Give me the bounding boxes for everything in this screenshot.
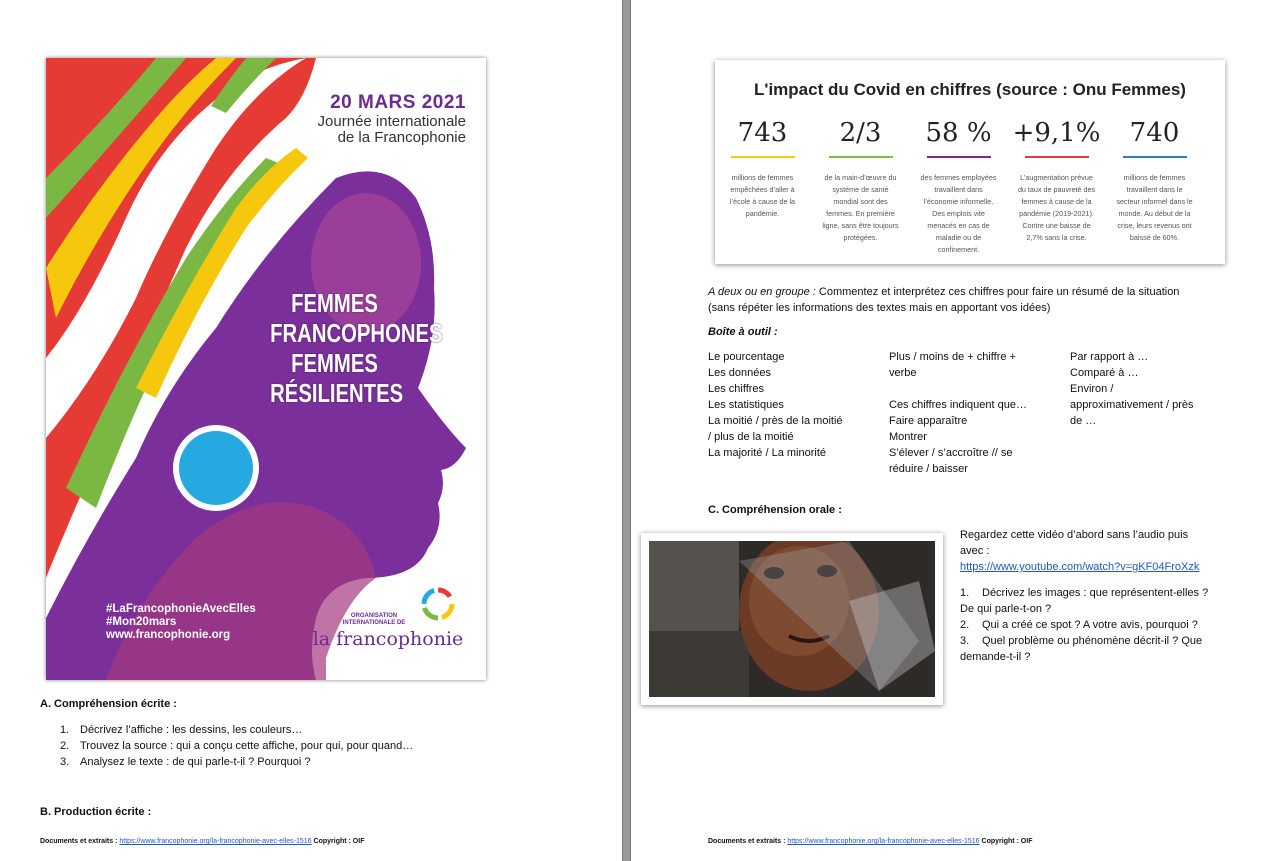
stat-bar xyxy=(829,156,893,158)
poster-headline xyxy=(270,288,443,408)
stat-description: millions de femmes travaillent dans le secteur informel dans le monde. Au début de la crise, leurs revenus ont baissé de 60%. xyxy=(1116,173,1193,242)
stat-number: 743 xyxy=(737,118,788,148)
stat-item xyxy=(1107,118,1202,244)
list-item: 2. Trouvez la source : qui a conçu cette affiche, pour qui, pour quand… xyxy=(60,740,414,752)
footer-prefix: Documents et extraits : xyxy=(708,838,788,845)
section-a-title: A. Compréhension écrite : xyxy=(40,698,177,710)
footer xyxy=(708,838,1032,845)
stat-bar xyxy=(1123,156,1187,158)
poster-event-line2: de la Francophonie xyxy=(337,129,466,146)
footer-link[interactable]: https://www.francophonie.org/la-francophonie-avec-elles-1516 xyxy=(787,838,980,845)
oif-logo-label-line2: INTERNATIONALE DE xyxy=(342,620,406,626)
toolbox-column-2: Plus / moins de + chiffre + verbe Ces chiffres indiquent que… Faire apparaître Montrer S’élever / s’accroître // se réduire / baisser xyxy=(889,351,1027,475)
stat-number: 2/3 xyxy=(839,118,882,148)
group-instruction xyxy=(708,284,1208,316)
video-link[interactable]: https://www.youtube.com/watch?v=gKF04FroXzk xyxy=(960,561,1200,573)
toolbox-column-3: Par rapport à … Comparé à … Environ / approximativement / près de … xyxy=(1070,351,1194,427)
stat-description: de la main-d’œuvre du système de santé mondial sont des femmes. En première ligne, sans être toujours protégées. xyxy=(822,173,899,242)
stat-number: +9,1% xyxy=(1012,118,1101,148)
list-item: 3. Analysez le texte : de qui parle-t-il ? Pourquoi ? xyxy=(60,756,311,768)
poster-tag: #Mon20mars xyxy=(106,616,177,628)
poster-event-title xyxy=(276,114,466,146)
group-instruction-text: Commentez et interprétez ces chiffres pour faire un résumé de la situation xyxy=(815,286,1180,298)
group-instruction-text-2: (sans répéter les informations des textes mais en apportant vos idées) xyxy=(708,302,1051,314)
stat-description: millions de femmes empêchées d’aller à l’école à cause de la pandémie. xyxy=(729,173,796,218)
list-item: 1. Décrivez l’affiche : les dessins, les couleurs… xyxy=(60,724,303,736)
poster-tag: #LaFrancophonieAvecElles xyxy=(106,603,256,615)
video-questions xyxy=(960,585,1230,665)
list-item: 3. Quel problème ou phénomène décrit-il ? Que xyxy=(960,635,1203,647)
list-item-continuation: De qui parle-t-on ? xyxy=(960,603,1052,615)
oif-logo-name: la francophonie xyxy=(312,628,464,650)
list-item: 2. Qui a créé ce spot ? A votre avis, pourquoi ? xyxy=(960,619,1198,631)
footer-copyright: Copyright : OIF xyxy=(311,838,365,845)
footer-link[interactable]: https://www.francophonie.org/la-francophonie-avec-elles-1516 xyxy=(119,838,312,845)
toolbox-column-1: Le pourcentage Les données Les chiffres Les statistiques La moitié / près de la moitié / plus de la moitié La majorité / La minorité xyxy=(708,351,843,459)
stat-description: L’augmentation prévue du taux de pauvreté des femmes à cause de la pandémie (2019-2021). Contre une baisse de 2,7% sans la crise. xyxy=(1017,173,1096,242)
list-item-continuation: demande-t-il ? xyxy=(960,651,1031,663)
footer xyxy=(40,838,364,845)
stat-item xyxy=(715,118,810,220)
section-b-title: B. Production écrite : xyxy=(40,806,152,818)
poster-tag: www.francophonie.org xyxy=(106,629,231,641)
stat-description: des femmes employées travaillent dans l’économie informelle. Des emplois vite menacés en cas de maladie ou de confinement. xyxy=(920,173,997,254)
poster-artwork xyxy=(46,58,486,680)
poster-headline-line: RÉSILIENTES xyxy=(270,378,404,408)
section-c-title: C. Compréhension orale : xyxy=(708,504,842,516)
poster-date: 20 MARS 2021 xyxy=(330,92,466,113)
stat-bar xyxy=(1025,156,1089,158)
stat-item xyxy=(1009,118,1104,244)
oif-logo-label xyxy=(324,613,424,627)
stat-bar xyxy=(731,156,795,158)
poster-event-line1: Journée internationale xyxy=(317,113,466,130)
stats-title: L'impact du Covid en chiffres (source : Onu Femmes) xyxy=(754,80,1186,99)
footer-copyright: Copyright : OIF xyxy=(979,838,1033,845)
video-thumbnail[interactable] xyxy=(641,533,943,705)
stat-bar xyxy=(927,156,991,158)
poster-headline-line: FEMMES xyxy=(291,288,378,318)
toolbox-title: Boîte à outil : xyxy=(708,326,778,338)
group-instruction-label: A deux ou en groupe : xyxy=(708,286,816,298)
page-divider xyxy=(622,0,631,861)
footer-prefix: Documents et extraits : xyxy=(40,838,120,845)
oif-logo-label-line1: ORGANISATION xyxy=(350,613,398,619)
poster-image xyxy=(46,58,486,680)
stat-item xyxy=(813,118,908,244)
poster-hashtags xyxy=(106,603,266,642)
right-page xyxy=(631,0,1275,861)
covid-stats-card xyxy=(715,60,1225,264)
video-still-image xyxy=(649,541,935,697)
list-item: 1. Décrivez les images : que représentent-elles ? xyxy=(960,587,1209,599)
left-page xyxy=(0,0,622,861)
stat-item xyxy=(911,118,1006,256)
poster-headline-line: FRANCOPHONES xyxy=(270,318,443,348)
video-intro: Regardez cette vidéo d’abord sans l’audio puis avec : https://www.youtube.com/watch?v=gKF04FroXzk xyxy=(960,527,1220,575)
poster-headline-line: FEMMES xyxy=(291,348,378,378)
section-a-list xyxy=(60,722,413,770)
stat-number: 58 % xyxy=(925,118,992,148)
stat-number: 740 xyxy=(1129,118,1180,148)
